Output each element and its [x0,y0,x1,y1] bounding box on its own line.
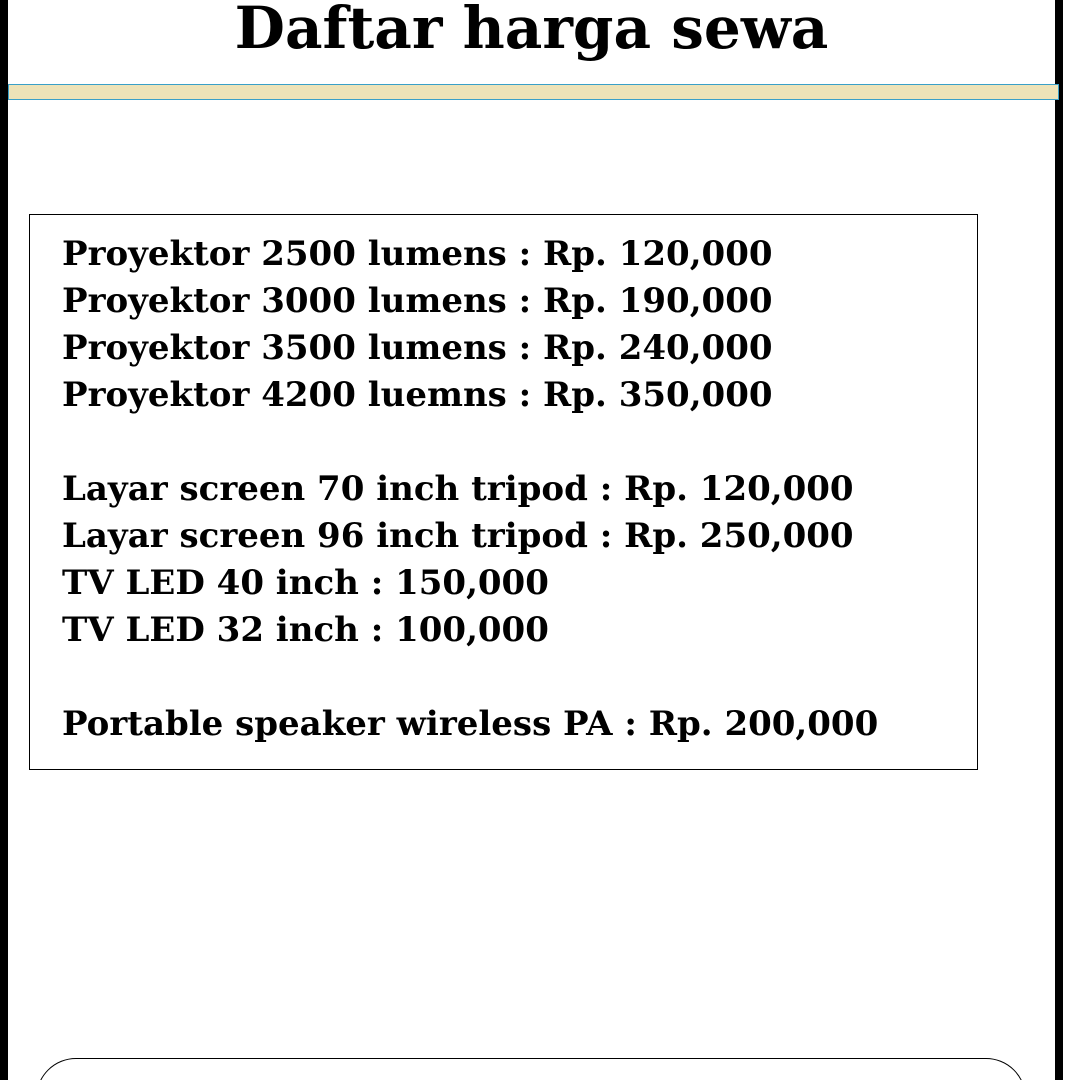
price-item-projector-4200: Proyektor 4200 luemns : Rp. 350,000 [62,375,773,415]
price-item-screen-70: Layar screen 70 inch tripod : Rp. 120,000 [62,469,854,509]
title-underline-bar [8,84,1059,100]
page-title: Daftar harga sewa [234,0,829,62]
left-frame-border [0,0,8,1080]
price-item-speaker: Portable speaker wireless PA : Rp. 200,000 [62,704,879,744]
group-spacer [62,654,977,701]
price-item-projector-3000: Proyektor 3000 lumens : Rp. 190,000 [62,281,773,321]
bottom-rounded-card [36,1058,1026,1080]
price-item-screen-96: Layar screen 96 inch tripod : Rp. 250,000 [62,516,854,556]
price-item-tv-40: TV LED 40 inch : 150,000 [62,563,549,603]
price-item-tv-32: TV LED 32 inch : 100,000 [62,610,549,650]
price-item-projector-3500: Proyektor 3500 lumens : Rp. 240,000 [62,328,773,368]
group-spacer [62,419,977,466]
price-list-box [29,214,978,770]
price-item-projector-2500: Proyektor 2500 lumens : Rp. 120,000 [62,234,773,274]
right-frame-border [1055,0,1063,1080]
